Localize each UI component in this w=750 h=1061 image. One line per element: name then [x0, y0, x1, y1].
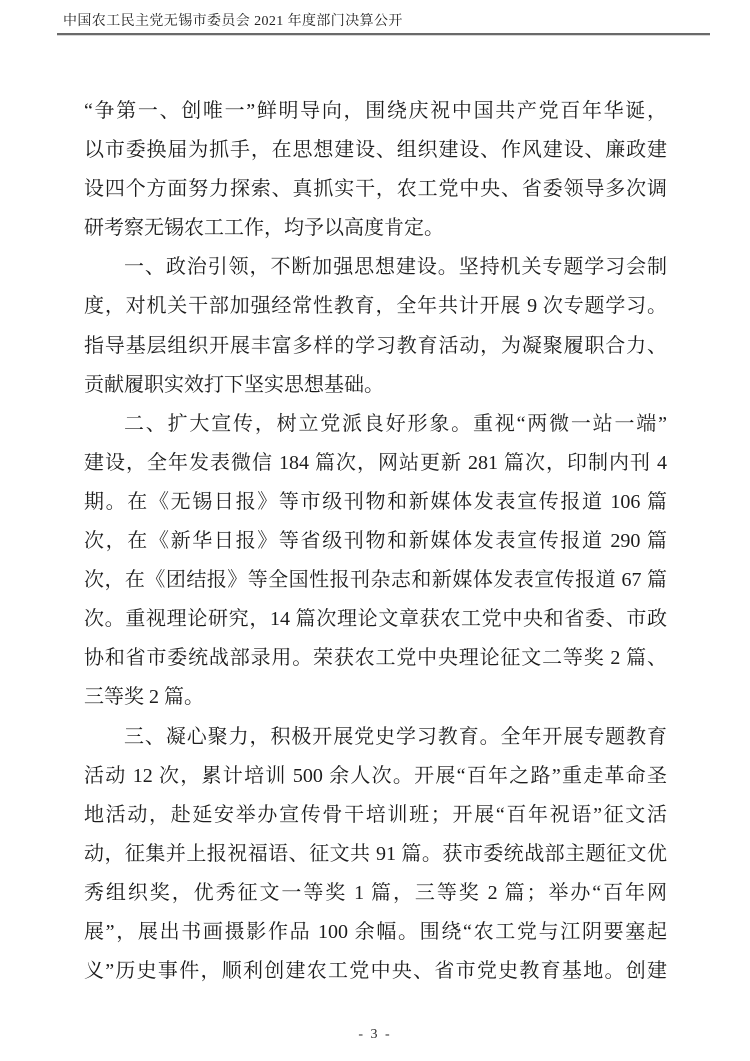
text-line: 秀组织奖，优秀征文一等奖 1 篇，三等奖 2 篇；举办“百年网	[84, 881, 667, 904]
text-line: 展”，展出书画摄影作品 100 余幅。围绕“农工党与江阴要塞起	[84, 920, 667, 943]
text-line: 期。在《无锡日报》等市级刊物和新媒体发表宣传报道 106 篇	[84, 490, 667, 513]
page-header-title: 中国农工民主党无锡市委员会 2021 年度部门决算公开	[63, 14, 403, 29]
text-line: 建设，全年发表微信 184 篇次，网站更新 281 篇次，印制内刊 4	[84, 451, 667, 474]
text-line: 研考察无锡农工工作，均予以高度肯定。	[84, 217, 444, 240]
text-line: 次。重视理论研究，14 篇次理论文章获农工党中央和省委、市政	[84, 608, 667, 631]
text-line: 度，对机关干部加强经常性教育，全年共计开展 9 次专题学习。	[84, 295, 667, 318]
paragraph-section-2	[84, 405, 667, 718]
document-body	[84, 92, 667, 991]
text-line: 三、凝心聚力，积极开展党史学习教育。全年开展专题教育	[124, 725, 667, 748]
text-line: 二、扩大宣传，树立党派良好形象。重视“两微一站一端”	[124, 412, 667, 435]
text-line: “争第一、创唯一”鲜明导向，围绕庆祝中国共产党百年华诞，	[84, 100, 667, 122]
text-line: 地活动，赴延安举办宣传骨干培训班；开展“百年祝语”征文活	[84, 803, 667, 826]
text-line: 三等奖 2 篇。	[84, 686, 204, 709]
paragraph-section-3	[84, 718, 667, 992]
paragraph-intro	[84, 92, 667, 248]
text-line: 贡献履职实效打下坚实思想基础。	[84, 373, 384, 396]
text-line: 指导基层组织开展丰富多样的学习教育活动，为凝聚履职合力、	[84, 334, 667, 357]
paragraph-section-1	[84, 248, 667, 404]
header-rule	[57, 33, 710, 36]
text-line: 次，在《新华日报》等省级刊物和新媒体发表宣传报道 290 篇	[84, 530, 667, 553]
page-footer	[0, 1026, 750, 1044]
text-line: 一、政治引领，不断加强思想建设。坚持机关专题学习会制	[124, 256, 667, 279]
text-line: 义”历史事件，顺利创建农工党中央、省市党史教育基地。创建	[84, 960, 667, 983]
text-line: 次，在《团结报》等全国性报刊杂志和新媒体发表宣传报道 67 篇	[84, 569, 667, 592]
text-line: 活动 12 次，累计培训 500 余人次。开展“百年之路”重走革命圣	[84, 764, 667, 787]
text-line: 协和省市委统战部录用。荣获农工党中央理论征文二等奖 2 篇、	[84, 647, 667, 670]
text-line: 以市委换届为抓手，在思想建设、组织建设、作风建设、廉政建	[84, 139, 667, 162]
page-number: - 3 -	[358, 1027, 392, 1042]
text-line: 动，征集并上报祝福语、征文共 91 篇。获市委统战部主题征文优	[84, 842, 667, 865]
text-line: 设四个方面努力探索、真抓实干，农工党中央、省委领导多次调	[84, 178, 667, 201]
